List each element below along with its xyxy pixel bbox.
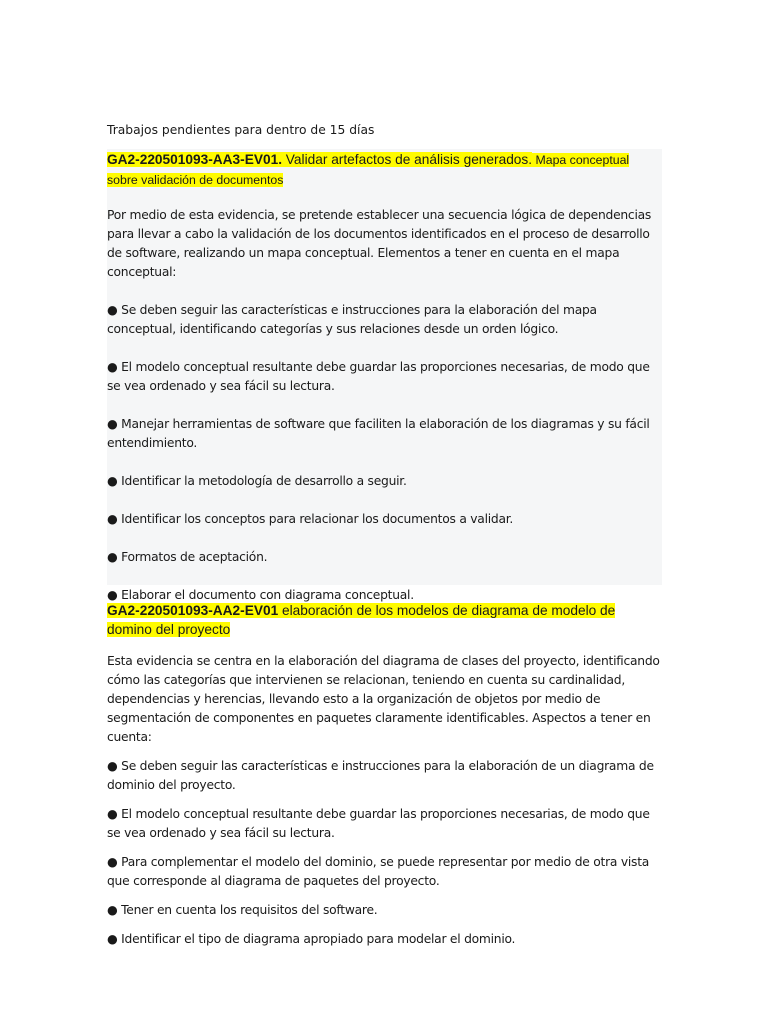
bullet-item: ● Formatos de aceptación. [107,550,268,564]
bullet-item: ● Se deben seguir las características e instrucciones para la elaboración de un diagrama de dominio del proyecto. [107,759,654,792]
activity-code: GA2-220501093-AA2-EV01 [107,603,279,618]
bullet-item: ● Para complementar el modelo del dominio, se puede representar por medio de otra vista que corresponde al diagrama de paquetes del proyecto. [107,855,650,888]
bullet-item: ● Se deben seguir las características e instrucciones para la elaboración del mapa conceptual, identificando categorías y sus relaciones desde un orden lógico. [107,303,597,336]
bullet-item: ● El modelo conceptual resultante debe guardar las proporciones necesarias, de modo que se vea ordenado y sea fácil su lectura. [107,360,650,393]
bullet-item: ● Tener en cuenta los requisitos del software. [107,903,378,917]
intro-text: Trabajos pendientes para dentro de 15 días [107,123,375,137]
bullet-item: ● Identificar el tipo de diagrama apropiado para modelar el dominio. [107,932,516,946]
activity-description: Esta evidencia se centra en la elaboración del diagrama de clases del proyecto, identificando cómo las categorías que intervienen se relacionan, teniendo en cuenta su cardinalidad, dependencias y herencias, llevando esto a la organización de objetos por medio de segmentación de componentes en paquetes claramente identificables. Aspectos a tener en cuenta: [107,654,660,744]
activity-title: Validar artefactos de análisis generados. [282,152,533,167]
bullet-item: ● Identificar la metodología de desarrollo a seguir. [107,474,407,488]
bullet-item: ● Elaborar el documento con diagrama conceptual. [107,588,414,602]
activity-section-aa2 [107,601,663,949]
activity-heading-aa3 [107,149,662,190]
activity-body-aa2 [107,652,663,949]
bullet-item: ● El modelo conceptual resultante debe guardar las proporciones necesarias, de modo que se vea ordenado y sea fácil su lectura. [107,807,650,840]
activity-title: elaboración de los modelos de diagrama de modelo de domino del proyecto [107,603,616,637]
activity-section-aa3 [107,149,662,602]
activity-description: Por medio de esta evidencia, se pretende establecer una secuencia lógica de dependencias para llevar a cabo la validación de los documentos identificados en el proceso de desarrollo de software, realizando un mapa conceptual. Elementos a tener en cuenta en el mapa conceptual: [107,208,652,279]
activity-subtitle: Mapa conceptual sobre validación de documentos [107,153,630,187]
activity-heading-aa2 [107,601,663,639]
activity-body-aa3 [107,206,663,605]
activity-code: GA2-220501093-AA3-EV01. [107,152,282,167]
bullet-item: ● Identificar los conceptos para relacionar los documentos a validar. [107,512,514,526]
bullet-item: ● Manejar herramientas de software que faciliten la elaboración de los diagramas y su fácil entendimiento. [107,417,650,450]
